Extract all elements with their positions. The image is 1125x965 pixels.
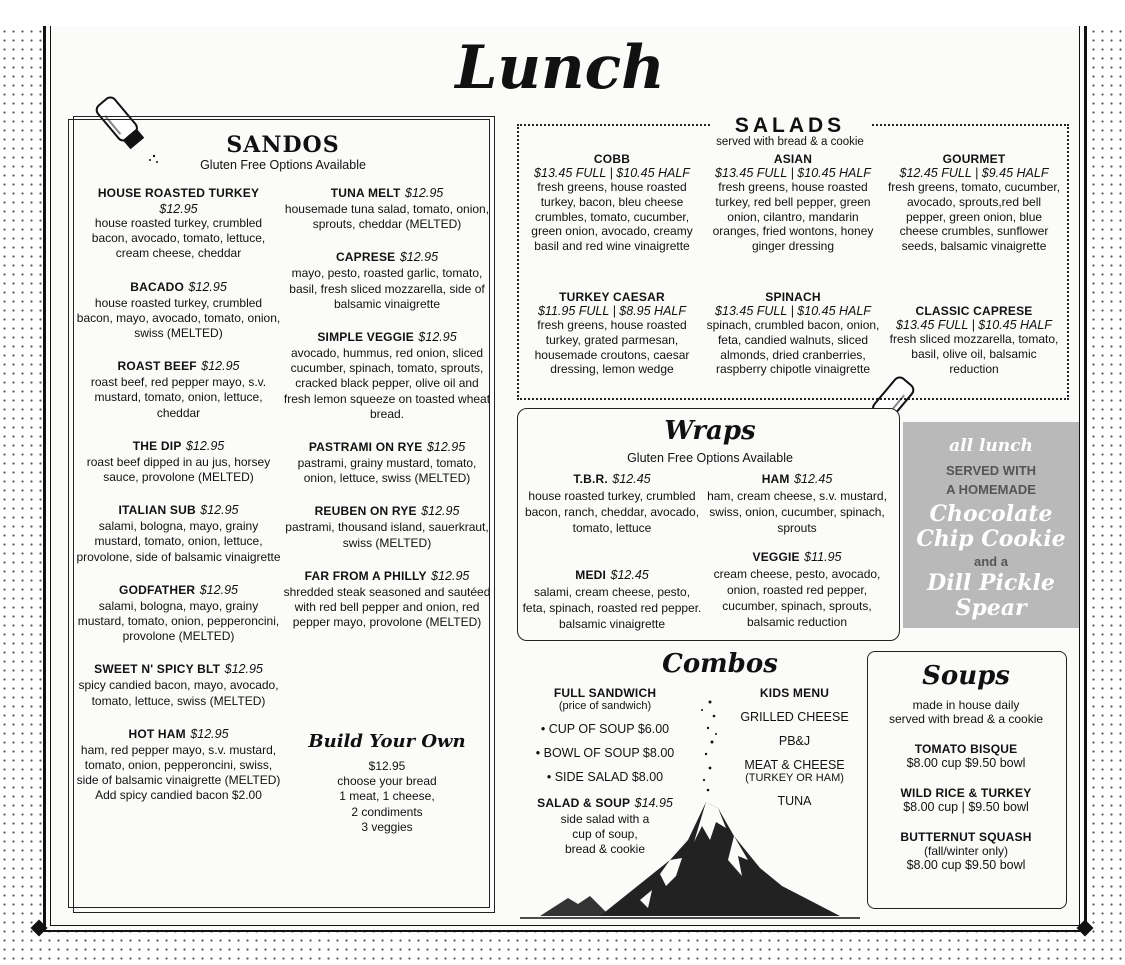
- item-desc: spicy candied bacon, mayo, avocado, tomato, lettuce, swiss (MELTED): [78, 678, 279, 708]
- item-name: CLASSIC CAPRESE: [915, 304, 1033, 318]
- item-price: $11.95: [804, 550, 842, 564]
- page-title: Lunch: [455, 33, 665, 103]
- banner-line: Chip Cookie: [916, 526, 1066, 552]
- sando-item-header: [76, 660, 281, 678]
- sando-item-header: [76, 437, 281, 455]
- combo-option: • SIDE SALAD $8.00: [546, 770, 664, 784]
- mountain-illustration: [520, 690, 860, 925]
- sando-item: [283, 184, 491, 232]
- sando-item: [76, 357, 281, 421]
- item-desc: fresh greens, house roasted turkey, bacon, bleu cheese crumbles, tomato, cucumber, green onion, avocado, creamy basil and red wine vinaigrette: [531, 180, 693, 254]
- item-desc: roast beef, red pepper mayo, s.v. mustard, tomato, onion, lettuce, cheddar: [90, 375, 267, 420]
- kids-item: TUNA: [777, 794, 812, 808]
- kids-item: MEAT & CHEESE: [744, 758, 845, 772]
- item-name: TUNA MELT: [330, 186, 401, 200]
- item-name: WILD RICE & TURKEY: [900, 786, 1032, 800]
- item-price: $12.45 FULL | $9.45 HALF: [899, 166, 1049, 180]
- sando-item-header: [76, 278, 281, 296]
- item-desc: house roasted turkey, crumbled bacon, ranch, cheddar, avocado, tomato, lettuce: [524, 489, 700, 535]
- sando-item: [283, 502, 491, 550]
- salad-soup-desc: side salad with a: [560, 812, 650, 826]
- wrap-item-header: [522, 566, 702, 584]
- item-price: $12.95: [426, 440, 466, 455]
- salad-item: [705, 152, 881, 254]
- item-price: $12.45: [610, 568, 649, 582]
- kids-menu-heading: KIDS MENU: [759, 686, 830, 700]
- salads-subheading: served with bread & a cookie: [716, 136, 864, 148]
- salad-item: [886, 152, 1062, 254]
- item-note: (fall/winter only): [923, 844, 1009, 858]
- item-price: $12.95: [159, 202, 198, 216]
- item-name: TOMATO BISQUE: [914, 742, 1018, 756]
- salad-item: [524, 290, 700, 377]
- soup-item: [867, 830, 1065, 872]
- top-margin: [0, 0, 1125, 26]
- item-name: FAR FROM A PHILLY: [304, 568, 427, 583]
- item-desc: shredded steak seasoned and sautéed with red bell pepper and onion, red pepper mayo, provolone (MELTED): [283, 584, 491, 630]
- item-name: CAPRESE: [335, 250, 396, 265]
- item-desc: housemade tuna salad, tomato, onion, sprouts, cheddar (MELTED): [284, 202, 490, 232]
- salads-heading: SALADS: [710, 114, 870, 138]
- item-desc: pastrami, grainy mustard, tomato, onion, lettuce, swiss (MELTED): [297, 456, 477, 486]
- item-price: $12.95: [185, 438, 225, 453]
- item-price: $12.95: [224, 662, 263, 677]
- item-price: $12.45: [794, 472, 833, 486]
- sando-item: [283, 567, 491, 631]
- item-desc: fresh greens, house roasted turkey, red bell pepper, green onion, cilantro, mandarin oranges, fried wontons, honey ginger dressing: [712, 180, 874, 254]
- item-name: THE DIP: [132, 438, 182, 453]
- item-desc: fresh sliced mozzarella, tomato, basil, olive oil, balsamic reduction: [889, 332, 1059, 376]
- build-line: choose your bread: [337, 774, 437, 789]
- item-desc: salami, bologna, mayo, grainy mustard, tomato, onion, pepperoncini, provolone (MELTED): [77, 598, 280, 644]
- item-price: $12.95: [399, 250, 439, 265]
- item-desc: fresh greens, house roasted turkey, grated parmesan, housemade croutons, caesar dressing, lemon wedge: [534, 318, 690, 377]
- sandos-right-column: [283, 184, 491, 646]
- item-name: ITALIAN SUB: [118, 503, 196, 518]
- combo-option: • CUP OF SOUP $6.00: [540, 722, 670, 736]
- item-price: $12.45: [612, 472, 651, 486]
- banner-line: all lunch: [949, 436, 1033, 456]
- build-your-own-price: $12.95: [368, 759, 406, 773]
- soups-list: [867, 742, 1065, 872]
- soups-note: served with bread & a cookie: [888, 712, 1044, 726]
- kids-item: PB&J: [778, 734, 811, 748]
- item-price: $13.45 FULL | $10.45 HALF: [715, 166, 871, 180]
- item-desc: ham, cream cheese, s.v. mustard, swiss, onion, cucumber, spinach, sprouts: [707, 489, 887, 535]
- item-desc: spinach, crumbled bacon, onion, feta, candied walnuts, sliced almonds, dried cranberries, raspberry chipotle vinaigrette: [706, 318, 880, 377]
- sando-item-header: [283, 438, 491, 456]
- banner-line: Dill Pickle: [927, 570, 1055, 596]
- item-price: $8.00 cup | $9.50 bowl: [903, 800, 1029, 814]
- item-price: $12.95: [188, 279, 227, 294]
- build-your-own: [283, 729, 491, 835]
- full-sandwich-label: FULL SANDWICH: [553, 686, 657, 700]
- sando-item-header: [283, 567, 491, 585]
- salad-item: [705, 290, 881, 377]
- item-name: GOURMET: [942, 152, 1006, 166]
- item-price: $12.95: [199, 582, 238, 597]
- item-price: $12.95: [190, 726, 229, 741]
- salad-soup-desc: cup of soup,: [572, 827, 638, 842]
- item-price: $12.95: [418, 330, 457, 345]
- sando-item: [76, 581, 281, 645]
- item-name: ROAST BEEF: [117, 359, 197, 374]
- item-desc: fresh greens, tomato, cucumber, avocado, sprouts,red bell pepper, green onion, blue cheese crumbles, sunflower seeds, balsamic vinaigrette: [887, 180, 1061, 254]
- item-name: T.B.R.: [573, 472, 608, 486]
- banner-line: and a: [974, 554, 1008, 569]
- cookie-pickle-banner: [903, 422, 1079, 628]
- item-price: $12.95: [431, 568, 470, 583]
- item-name: VEGGIE: [752, 550, 800, 564]
- banner-line: Spear: [955, 595, 1027, 621]
- wraps-grid: [522, 470, 892, 636]
- soups-content: [867, 658, 1065, 888]
- item-name: HOT HAM: [128, 726, 186, 741]
- item-desc: cream cheese, pesto, avocado, onion, roasted red pepper, cucumber, spinach, sprouts, balsamic reduction: [713, 567, 881, 629]
- sandos-left-column: [76, 184, 281, 804]
- item-desc: mayo, pesto, roasted garlic, tomato, basil, fresh sliced mozzarella, side of balsamic vinaigrette: [289, 266, 485, 311]
- item-desc: salami, cream cheese, pesto, feta, spinach, roasted red pepper. balsamic vinaigrette: [522, 585, 702, 631]
- item-name: ASIAN: [773, 152, 813, 166]
- item-price: $11.95 FULL | $8.95 HALF: [537, 304, 687, 318]
- item-name: BUTTERNUT SQUASH: [900, 830, 1032, 844]
- sando-item: [283, 248, 491, 312]
- item-name: BACADO: [130, 279, 185, 294]
- wrap-item: [707, 548, 887, 630]
- item-name: COBB: [593, 152, 631, 166]
- banner-line: SERVED WITH: [945, 463, 1037, 478]
- soup-item: [867, 786, 1065, 814]
- sando-item: [76, 660, 281, 708]
- build-line: 2 condiments: [351, 804, 423, 819]
- sandos-subheading: Gluten Free Options Available: [200, 158, 366, 172]
- item-desc: house roasted turkey, crumbled bacon, avocado, tomato, lettuce, cream cheese, cheddar: [91, 216, 266, 261]
- sando-item-header: [76, 501, 281, 519]
- kids-item: GRILLED CHEESE: [740, 710, 849, 724]
- wrap-item-header: [707, 548, 887, 566]
- build-line: 3 veggies: [361, 819, 413, 834]
- item-name: SIMPLE VEGGIE: [317, 330, 414, 345]
- item-name: HOUSE ROASTED TURKEY: [97, 186, 260, 200]
- sando-item: [76, 501, 281, 565]
- build-your-own-title: Build Your Own: [308, 731, 466, 752]
- salad-soup-price: $14.95: [634, 796, 673, 810]
- salad-item: [524, 152, 700, 254]
- item-name: SWEET N' SPICY BLT: [94, 662, 221, 677]
- item-name: GODFATHER: [119, 582, 196, 597]
- sando-item: [76, 278, 281, 342]
- item-price: $12.95: [201, 359, 240, 374]
- item-name: PASTRAMI ON RYE: [308, 440, 423, 455]
- kids-item-note: (TURKEY OR HAM): [745, 772, 844, 784]
- item-name: REUBEN ON RYE: [314, 504, 417, 519]
- sandos-heading: SANDOS: [226, 132, 340, 158]
- wrap-item: [522, 566, 702, 632]
- sando-item: [76, 184, 281, 262]
- hot-ham-extra: Add spicy candied bacon $2.00: [95, 788, 262, 803]
- sando-item-header: [283, 328, 491, 346]
- sando-item-header: [76, 184, 281, 202]
- sando-item: [283, 328, 491, 422]
- combo-option: • BOWL OF SOUP $8.00: [535, 746, 675, 760]
- item-price: $13.45 FULL | $10.45 HALF: [715, 304, 871, 318]
- sando-item-header: [283, 502, 491, 520]
- item-price: $13.45 FULL | $10.45 HALF: [896, 318, 1052, 332]
- item-desc: ham, red pepper mayo, s.v. mustard, tomato, onion, pepperoncini, swiss, side of balsamic vinaigrette (MELTED): [76, 742, 281, 788]
- wrap-item: [707, 470, 887, 536]
- item-desc: pastrami, thousand island, sauerkraut, swiss (MELTED): [285, 520, 489, 550]
- sando-item: [76, 725, 281, 789]
- sando-item-header: [76, 581, 281, 599]
- combos-heading: Combos: [662, 649, 778, 679]
- item-price: $12.95: [421, 504, 460, 519]
- salads-grid: [524, 152, 1060, 394]
- wrap-item-header: [522, 470, 702, 488]
- sando-item-header: [76, 725, 281, 743]
- banner-line: Chocolate: [929, 501, 1053, 527]
- item-price: $8.00 cup $9.50 bowl: [906, 858, 1026, 872]
- sando-item: [76, 437, 281, 485]
- sando-item-header: [283, 184, 491, 202]
- wrap-item-header: [707, 470, 887, 488]
- item-desc: roast beef dipped in au jus, horsey sauce, provolone (MELTED): [86, 454, 271, 485]
- item-desc: house roasted turkey, crumbled bacon, mayo, avocado, tomato, onion, swiss (MELTED): [76, 295, 281, 341]
- item-name: SPINACH: [765, 290, 821, 304]
- soups-heading: Soups: [922, 661, 1010, 691]
- build-line: 1 meat, 1 cheese,: [339, 789, 435, 804]
- item-price: $12.95: [200, 503, 239, 518]
- item-desc: avocado, hummus, red onion, sliced cucumber, spinach, tomato, sprouts, cracked black pepper, olive oil and fresh lemon squeeze on toasted wheat bread.: [283, 346, 491, 421]
- wraps-subheading: Gluten Free Options Available: [627, 451, 793, 465]
- soups-note: made in house daily: [912, 698, 1020, 712]
- soup-item: [867, 742, 1065, 770]
- sando-item-header: [76, 357, 281, 375]
- item-name: HAM: [761, 472, 790, 486]
- item-price: $13.45 FULL | $10.45 HALF: [534, 166, 690, 180]
- salad-item: [886, 304, 1062, 376]
- item-price: $8.00 cup $9.50 bowl: [906, 756, 1026, 770]
- wraps-heading: Wraps: [664, 416, 756, 446]
- salad-soup-name: SALAD & SOUP: [537, 796, 631, 810]
- banner-line: A HOMEMADE: [946, 482, 1036, 497]
- full-sandwich-note: (price of sandwich): [558, 700, 652, 712]
- sando-item-header: [283, 248, 491, 266]
- item-name: TURKEY CAESAR: [559, 290, 665, 304]
- wrap-item: [522, 470, 702, 536]
- sando-item: [283, 438, 491, 486]
- salad-soup-desc: bread & cookie: [564, 842, 646, 857]
- item-price: $12.95: [405, 186, 444, 200]
- item-desc: salami, bologna, mayo, grainy mustard, tomato, onion, lettuce, provolone, side of balsamic vinaigrette: [76, 519, 281, 564]
- item-name: MEDI: [575, 568, 607, 582]
